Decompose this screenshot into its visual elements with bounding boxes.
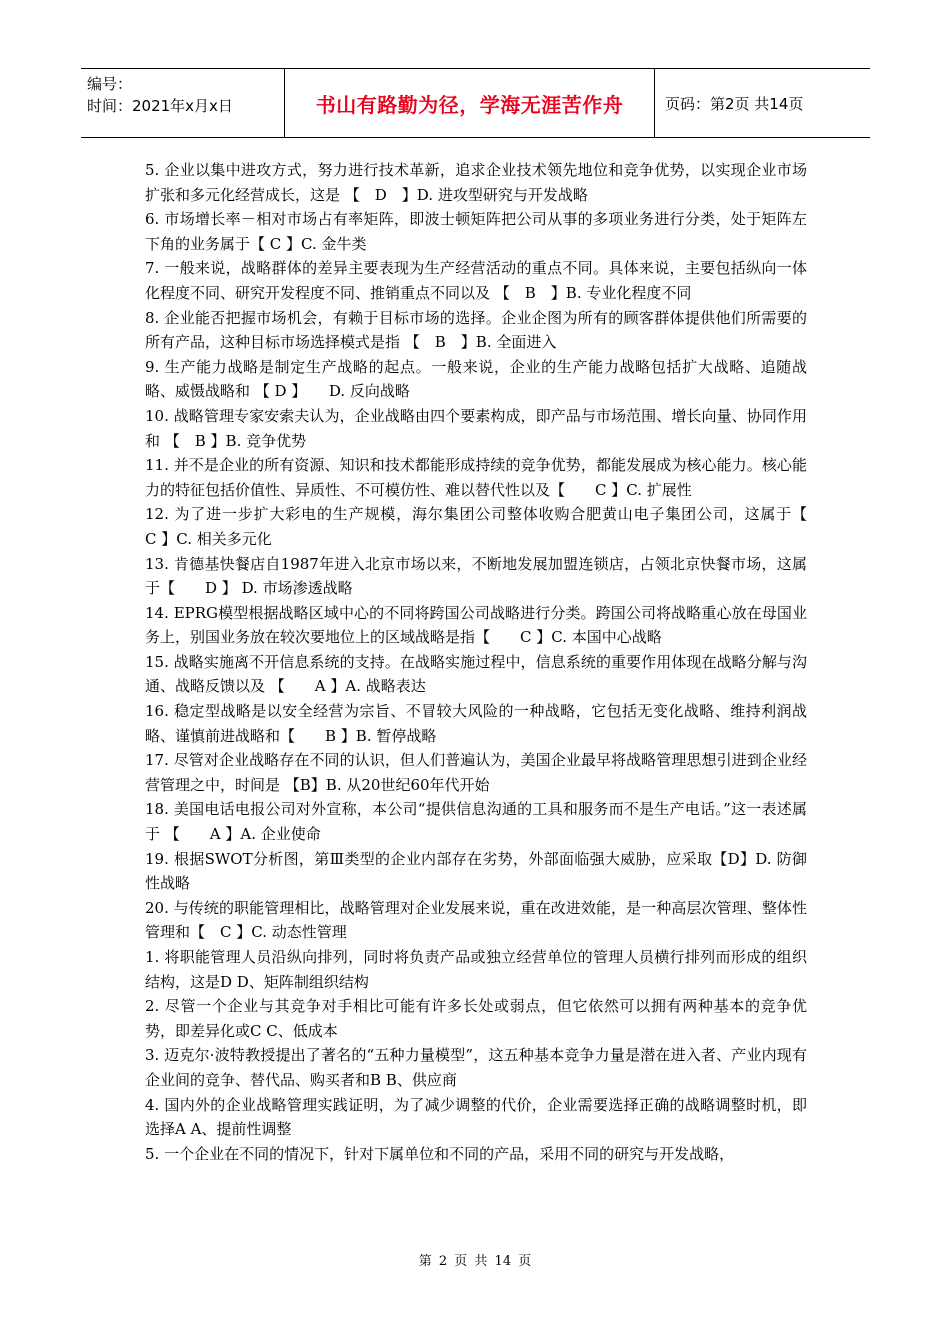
- page-header: [81, 68, 870, 138]
- question-item: 6. 市场增长率－相对市场占有率矩阵，即波士顿矩阵把公司从事的多项业务进行分类，处于矩阵左下角的业务属于【 C 】C. 金牛类: [145, 210, 807, 253]
- question-item: 3. 迈克尔·波特教授提出了著名的“五种力量模型”，这五种基本竞争力量是潜在进入者、产业内现有企业间的竞争、替代品、购买者和B B、供应商: [145, 1046, 807, 1089]
- question-item: 9. 生产能力战略是制定生产战略的起点。一般来说，企业的生产能力战略包括扩大战略、追随战略、威慑战略和 【 D 】 D. 反向战略: [145, 357, 807, 401]
- header-meta: [81, 69, 284, 137]
- question-item: 18. 美国电话电报公司对外宣称，本公司“提供信息沟通的工具和服务而不是生产电话。”这一表述属于 【 A 】A. 企业使命: [145, 800, 807, 844]
- question-item: 14. EPRG模型根据战略区域中心的不同将跨国公司战略进行分类。跨国公司将战略重心放在母国业务上，别国业务放在较次要地位上的区域战略是指【 C 】C. 本国中心战略: [145, 603, 807, 647]
- question-item: 2. 尽管一个企业与其竞争对手相比可能有许多长处或弱点，但它依然可以拥有两种基本的竞争优势，即差异化或C C、低成本: [145, 997, 807, 1040]
- question-item: 16. 稳定型战略是以安全经营为宗旨、不冒较大风险的一种战略，它包括无变化战略、维持利润战略、谨慎前进战略和【 B 】B. 暂停战略: [145, 702, 807, 745]
- question-item: 13. 肯德基快餐店自1987年进入北京市场以来，不断地发展加盟连锁店，占领北京快餐市场，这属于【 D 】 D. 市场渗透战略: [145, 554, 807, 598]
- header-page-info: 页码：第2页 共14页: [665, 94, 804, 113]
- time-label: 时间：2021年x月x日: [87, 97, 233, 115]
- question-item: 8. 企业能否把握市场机会，有赖于目标市场的选择。企业企图为所有的顾客群体提供他们所需要的所有产品，这种目标市场选择模式是指 【 B 】B. 全面进入: [145, 308, 807, 352]
- question-item: 17. 尽管对企业战略存在不同的认识，但人们普遍认为，美国企业最早将战略管理思想引进到企业经营管理之中，时间是 【B】B. 从20世纪60年代开始: [145, 751, 807, 794]
- question-item: 10. 战略管理专家安索夫认为，企业战略由四个要素构成，即产品与市场范围、增长向量、协同作用和 【 B 】B. 竞争优势: [145, 406, 807, 450]
- question-item: 4. 国内外的企业战略管理实践证明，为了减少调整的代价，企业需要选择正确的战略调整时机，即选择A A、提前性调整: [145, 1095, 807, 1139]
- question-item: 5. 企业以集中进攻方式，努力进行技术革新，追求企业技术领先地位和竞争优势，以实现企业市场扩张和多元化经营成长，这是 【 D 】D. 进攻型研究与开发战略: [145, 161, 807, 204]
- question-item: 15. 战略实施离不开信息系统的支持。在战略实施过程中，信息系统的重要作用体现在战略分解与沟通、战略反馈以及 【 A 】A. 战略表达: [145, 652, 807, 696]
- question-item: 19. 根据SWOT分析图，第Ⅲ类型的企业内部存在劣势，外部面临强大威胁，应采取【D】D. 防御性战略: [145, 849, 807, 893]
- question-item: 11. 并不是企业的所有资源、知识和技术都能形成持续的竞争优势，都能发展成为核心能力。核心能力的特征包括价值性、异质性、不可模仿性、难以替代性以及【 C 】C. 扩展性: [145, 456, 807, 499]
- document-body: [145, 158, 838, 1166]
- question-item: 5. 一个企业在不同的情况下，针对下属单位和不同的产品，采用不同的研究与开发战略，: [145, 1144, 735, 1163]
- question-item: 20. 与传统的职能管理相比，战略管理对企业发展来说，重在改进效能，是一种高层次管理、整体性管理和【 C 】C. 动态性管理: [145, 898, 807, 942]
- question-item: 7. 一般来说，战略群体的差异主要表现为生产经营活动的重点不同。具体来说，主要包括纵向一体化程度不同、研究开发程度不同、推销重点不同以及 【 B 】B. 专业化程度不同: [145, 259, 807, 302]
- question-item: 1. 将职能管理人员沿纵向排列，同时将负责产品或独立经营单位的管理人员横行排列而形成的组织结构，这是D D、矩阵制组织结构: [145, 948, 807, 991]
- question-item: 12. 为了进一步扩大彩电的生产规模，海尔集团公司整体收购合肥黄山电子集团公司，这属于【 C 】C. 相关多元化: [145, 505, 838, 548]
- page-footer: 第 2 页 共 14 页: [418, 1254, 532, 1269]
- header-motto: 书山有路勤为径，学海无涯苦作舟: [284, 69, 655, 137]
- serial-label: 编号：: [87, 75, 133, 93]
